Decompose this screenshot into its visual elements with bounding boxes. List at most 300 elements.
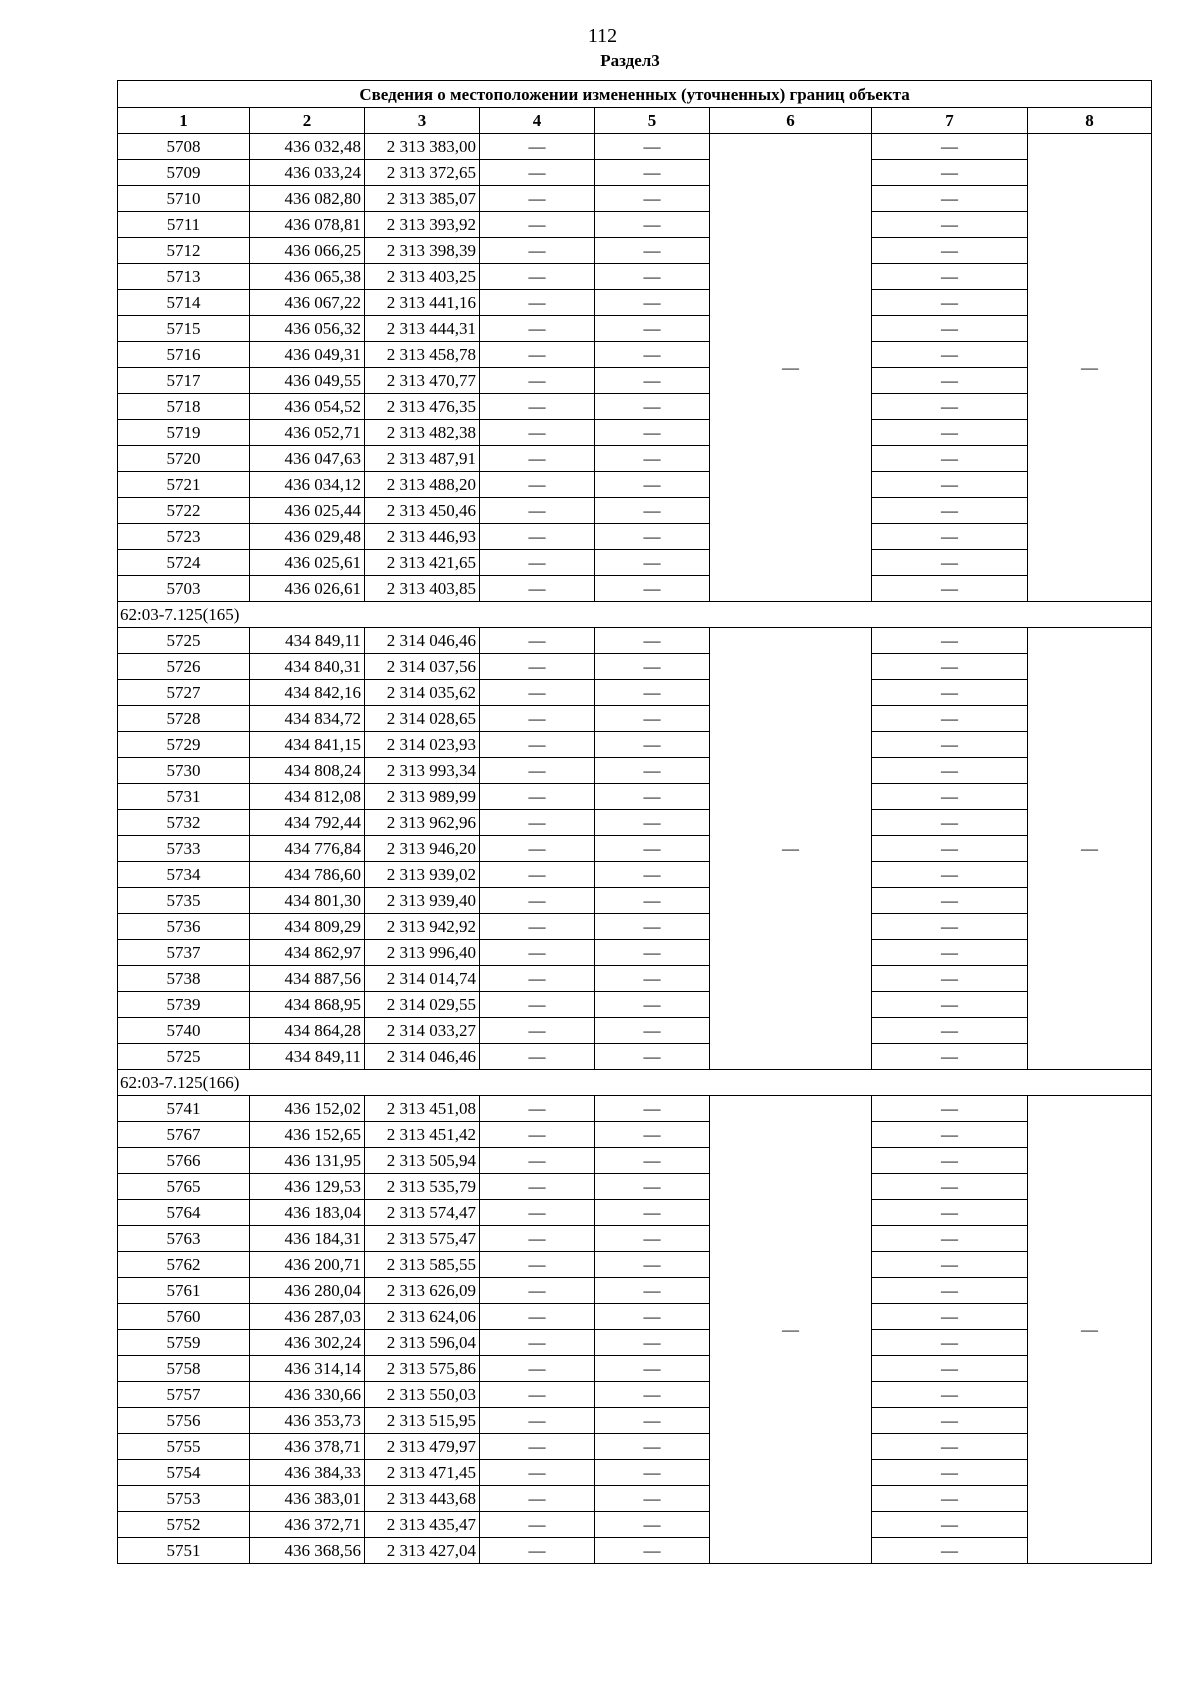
column-5-cell: — — [595, 1304, 710, 1330]
column-5-cell: — — [595, 810, 710, 836]
y-coordinate-cell: 2 313 372,65 — [365, 160, 480, 186]
column-7-cell: — — [872, 1096, 1028, 1122]
point-number-cell: 5731 — [118, 784, 250, 810]
point-number-cell: 5739 — [118, 992, 250, 1018]
column-4-cell: — — [480, 940, 595, 966]
column-4-cell: — — [480, 264, 595, 290]
y-coordinate-cell: 2 313 596,04 — [365, 1330, 480, 1356]
column-4-cell: — — [480, 1122, 595, 1148]
column-header: 6 — [710, 108, 872, 134]
column-7-cell: — — [872, 1434, 1028, 1460]
point-number-cell: 5766 — [118, 1148, 250, 1174]
column-7-cell: — — [872, 706, 1028, 732]
table-row — [118, 1382, 1152, 1408]
point-number-cell: 5716 — [118, 342, 250, 368]
y-coordinate-cell: 2 313 451,42 — [365, 1122, 480, 1148]
table-row — [118, 1044, 1152, 1070]
x-coordinate-cell: 436 200,71 — [250, 1252, 365, 1278]
group-row — [118, 602, 1152, 628]
point-number-cell: 5761 — [118, 1278, 250, 1304]
column-7-cell: — — [872, 992, 1028, 1018]
column-4-cell: — — [480, 1148, 595, 1174]
column-7-cell: — — [872, 940, 1028, 966]
y-coordinate-cell: 2 313 471,45 — [365, 1460, 480, 1486]
x-coordinate-cell: 436 056,32 — [250, 316, 365, 342]
column-5-cell: — — [595, 550, 710, 576]
column-6-merged-cell: — — [710, 134, 872, 602]
column-5-cell: — — [595, 264, 710, 290]
x-coordinate-cell: 434 868,95 — [250, 992, 365, 1018]
column-4-cell: — — [480, 706, 595, 732]
table-row — [118, 992, 1152, 1018]
column-7-cell: — — [872, 446, 1028, 472]
y-coordinate-cell: 2 313 550,03 — [365, 1382, 480, 1408]
column-5-cell: — — [595, 706, 710, 732]
column-7-cell: — — [872, 862, 1028, 888]
point-number-cell: 5725 — [118, 1044, 250, 1070]
column-7-cell: — — [872, 1018, 1028, 1044]
table-row — [118, 134, 1152, 160]
column-7-cell: — — [872, 576, 1028, 602]
column-5-cell: — — [595, 576, 710, 602]
table-row — [118, 1330, 1152, 1356]
column-7-cell: — — [872, 160, 1028, 186]
column-header: 4 — [480, 108, 595, 134]
table-body — [118, 81, 1152, 1564]
x-coordinate-cell: 436 302,24 — [250, 1330, 365, 1356]
point-number-cell: 5765 — [118, 1174, 250, 1200]
column-header-row — [118, 108, 1152, 134]
column-7-cell: — — [872, 524, 1028, 550]
x-coordinate-cell: 436 032,48 — [250, 134, 365, 160]
y-coordinate-cell: 2 313 585,55 — [365, 1252, 480, 1278]
table-row — [118, 1252, 1152, 1278]
column-5-cell: — — [595, 1148, 710, 1174]
table-row — [118, 1356, 1152, 1382]
x-coordinate-cell: 436 029,48 — [250, 524, 365, 550]
y-coordinate-cell: 2 313 624,06 — [365, 1304, 480, 1330]
table-row — [118, 732, 1152, 758]
table-row — [118, 264, 1152, 290]
column-5-cell: — — [595, 1486, 710, 1512]
table-row — [118, 862, 1152, 888]
column-4-cell: — — [480, 446, 595, 472]
column-7-cell: — — [872, 784, 1028, 810]
point-number-cell: 5723 — [118, 524, 250, 550]
column-5-cell: — — [595, 1252, 710, 1278]
point-number-cell: 5713 — [118, 264, 250, 290]
column-4-cell: — — [480, 1018, 595, 1044]
column-5-cell: — — [595, 992, 710, 1018]
column-4-cell: — — [480, 1486, 595, 1512]
y-coordinate-cell: 2 313 393,92 — [365, 212, 480, 238]
column-5-cell: — — [595, 1460, 710, 1486]
point-number-cell: 5720 — [118, 446, 250, 472]
table-caption: Сведения о местоположении измененных (уточненных) границ объекта — [118, 81, 1152, 108]
table-row — [118, 368, 1152, 394]
column-4-cell: — — [480, 732, 595, 758]
table-row — [118, 342, 1152, 368]
point-number-cell: 5737 — [118, 940, 250, 966]
column-header: 3 — [365, 108, 480, 134]
column-5-cell: — — [595, 420, 710, 446]
column-7-cell: — — [872, 1252, 1028, 1278]
point-number-cell: 5763 — [118, 1226, 250, 1252]
column-4-cell: — — [480, 160, 595, 186]
column-7-cell: — — [872, 134, 1028, 160]
point-number-cell: 5757 — [118, 1382, 250, 1408]
table-row — [118, 1278, 1152, 1304]
y-coordinate-cell: 2 314 014,74 — [365, 966, 480, 992]
table-row — [118, 966, 1152, 992]
column-7-cell: — — [872, 316, 1028, 342]
point-number-cell: 5729 — [118, 732, 250, 758]
column-header: 5 — [595, 108, 710, 134]
column-5-cell: — — [595, 134, 710, 160]
point-number-cell: 5721 — [118, 472, 250, 498]
column-4-cell: — — [480, 1174, 595, 1200]
column-5-cell: — — [595, 1382, 710, 1408]
table-row — [118, 1460, 1152, 1486]
table-row — [118, 1538, 1152, 1564]
point-number-cell: 5712 — [118, 238, 250, 264]
column-7-cell: — — [872, 186, 1028, 212]
x-coordinate-cell: 434 842,16 — [250, 680, 365, 706]
column-4-cell: — — [480, 316, 595, 342]
column-4-cell: — — [480, 1200, 595, 1226]
table-row — [118, 1304, 1152, 1330]
point-number-cell: 5715 — [118, 316, 250, 342]
column-5-cell: — — [595, 914, 710, 940]
column-4-cell: — — [480, 1226, 595, 1252]
column-5-cell: — — [595, 524, 710, 550]
y-coordinate-cell: 2 313 574,47 — [365, 1200, 480, 1226]
column-5-cell: — — [595, 394, 710, 420]
column-8-merged-cell: — — [1028, 1096, 1152, 1564]
x-coordinate-cell: 436 025,61 — [250, 550, 365, 576]
y-coordinate-cell: 2 314 046,46 — [365, 1044, 480, 1070]
x-coordinate-cell: 436 066,25 — [250, 238, 365, 264]
x-coordinate-cell: 434 808,24 — [250, 758, 365, 784]
column-7-cell: — — [872, 394, 1028, 420]
table-row — [118, 1018, 1152, 1044]
point-number-cell: 5735 — [118, 888, 250, 914]
point-number-cell: 5732 — [118, 810, 250, 836]
x-coordinate-cell: 436 034,12 — [250, 472, 365, 498]
column-5-cell: — — [595, 966, 710, 992]
x-coordinate-cell: 436 383,01 — [250, 1486, 365, 1512]
table-row — [118, 1226, 1152, 1252]
column-4-cell: — — [480, 498, 595, 524]
column-5-cell: — — [595, 446, 710, 472]
table-row — [118, 394, 1152, 420]
column-5-cell: — — [595, 1096, 710, 1122]
column-7-cell: — — [872, 1148, 1028, 1174]
column-7-cell: — — [872, 888, 1028, 914]
x-coordinate-cell: 436 049,55 — [250, 368, 365, 394]
x-coordinate-cell: 434 862,97 — [250, 940, 365, 966]
point-number-cell: 5703 — [118, 576, 250, 602]
x-coordinate-cell: 436 131,95 — [250, 1148, 365, 1174]
y-coordinate-cell: 2 313 441,16 — [365, 290, 480, 316]
table-row — [118, 550, 1152, 576]
column-4-cell: — — [480, 1408, 595, 1434]
column-5-cell: — — [595, 498, 710, 524]
column-4-cell: — — [480, 238, 595, 264]
table-row — [118, 238, 1152, 264]
y-coordinate-cell: 2 313 482,38 — [365, 420, 480, 446]
column-5-cell: — — [595, 862, 710, 888]
column-4-cell: — — [480, 1512, 595, 1538]
x-coordinate-cell: 436 152,02 — [250, 1096, 365, 1122]
point-number-cell: 5756 — [118, 1408, 250, 1434]
x-coordinate-cell: 434 864,28 — [250, 1018, 365, 1044]
column-4-cell: — — [480, 1538, 595, 1564]
group-label: 62:03-7.125(165) — [118, 602, 1152, 628]
point-number-cell: 5717 — [118, 368, 250, 394]
column-7-cell: — — [872, 914, 1028, 940]
column-5-cell: — — [595, 784, 710, 810]
y-coordinate-cell: 2 313 626,09 — [365, 1278, 480, 1304]
column-5-cell: — — [595, 1018, 710, 1044]
x-coordinate-cell: 436 184,31 — [250, 1226, 365, 1252]
point-number-cell: 5730 — [118, 758, 250, 784]
point-number-cell: 5754 — [118, 1460, 250, 1486]
table-row — [118, 628, 1152, 654]
column-7-cell: — — [872, 290, 1028, 316]
point-number-cell: 5728 — [118, 706, 250, 732]
table-row — [118, 446, 1152, 472]
column-4-cell: — — [480, 212, 595, 238]
column-7-cell: — — [872, 498, 1028, 524]
table-row — [118, 836, 1152, 862]
column-5-cell: — — [595, 654, 710, 680]
column-7-cell: — — [872, 368, 1028, 394]
y-coordinate-cell: 2 313 451,08 — [365, 1096, 480, 1122]
column-7-cell: — — [872, 1356, 1028, 1382]
table-row — [118, 212, 1152, 238]
column-4-cell: — — [480, 550, 595, 576]
point-number-cell: 5719 — [118, 420, 250, 446]
x-coordinate-cell: 436 078,81 — [250, 212, 365, 238]
table-row — [118, 186, 1152, 212]
x-coordinate-cell: 436 049,31 — [250, 342, 365, 368]
x-coordinate-cell: 434 812,08 — [250, 784, 365, 810]
column-5-cell: — — [595, 1200, 710, 1226]
column-4-cell: — — [480, 784, 595, 810]
y-coordinate-cell: 2 314 023,93 — [365, 732, 480, 758]
column-5-cell: — — [595, 940, 710, 966]
x-coordinate-cell: 434 792,44 — [250, 810, 365, 836]
y-coordinate-cell: 2 313 939,40 — [365, 888, 480, 914]
column-7-cell: — — [872, 212, 1028, 238]
column-7-cell: — — [872, 238, 1028, 264]
column-4-cell: — — [480, 420, 595, 446]
point-number-cell: 5734 — [118, 862, 250, 888]
column-7-cell: — — [872, 1304, 1028, 1330]
x-coordinate-cell: 436 330,66 — [250, 1382, 365, 1408]
y-coordinate-cell: 2 313 458,78 — [365, 342, 480, 368]
point-number-cell: 5725 — [118, 628, 250, 654]
point-number-cell: 5751 — [118, 1538, 250, 1564]
column-5-cell: — — [595, 160, 710, 186]
column-4-cell: — — [480, 628, 595, 654]
table-row — [118, 420, 1152, 446]
column-5-cell: — — [595, 732, 710, 758]
column-4-cell: — — [480, 654, 595, 680]
column-5-cell: — — [595, 1044, 710, 1070]
column-5-cell: — — [595, 628, 710, 654]
column-4-cell: — — [480, 914, 595, 940]
column-header: 1 — [118, 108, 250, 134]
column-4-cell: — — [480, 758, 595, 784]
point-number-cell: 5760 — [118, 1304, 250, 1330]
x-coordinate-cell: 436 129,53 — [250, 1174, 365, 1200]
column-4-cell: — — [480, 394, 595, 420]
x-coordinate-cell: 434 841,15 — [250, 732, 365, 758]
x-coordinate-cell: 434 834,72 — [250, 706, 365, 732]
y-coordinate-cell: 2 313 403,85 — [365, 576, 480, 602]
column-4-cell: — — [480, 992, 595, 1018]
point-number-cell: 5758 — [118, 1356, 250, 1382]
y-coordinate-cell: 2 314 037,56 — [365, 654, 480, 680]
x-coordinate-cell: 436 033,24 — [250, 160, 365, 186]
x-coordinate-cell: 434 887,56 — [250, 966, 365, 992]
column-5-cell: — — [595, 186, 710, 212]
x-coordinate-cell: 436 065,38 — [250, 264, 365, 290]
column-7-cell: — — [872, 264, 1028, 290]
x-coordinate-cell: 434 840,31 — [250, 654, 365, 680]
column-5-cell: — — [595, 1226, 710, 1252]
point-number-cell: 5726 — [118, 654, 250, 680]
x-coordinate-cell: 436 280,04 — [250, 1278, 365, 1304]
y-coordinate-cell: 2 313 476,35 — [365, 394, 480, 420]
column-7-cell: — — [872, 1200, 1028, 1226]
y-coordinate-cell: 2 313 575,47 — [365, 1226, 480, 1252]
column-4-cell: — — [480, 1434, 595, 1460]
column-5-cell: — — [595, 1434, 710, 1460]
y-coordinate-cell: 2 314 029,55 — [365, 992, 480, 1018]
y-coordinate-cell: 2 313 470,77 — [365, 368, 480, 394]
y-coordinate-cell: 2 313 383,00 — [365, 134, 480, 160]
x-coordinate-cell: 434 776,84 — [250, 836, 365, 862]
table-row — [118, 1148, 1152, 1174]
column-4-cell: — — [480, 134, 595, 160]
point-number-cell: 5718 — [118, 394, 250, 420]
point-number-cell: 5714 — [118, 290, 250, 316]
y-coordinate-cell: 2 313 575,86 — [365, 1356, 480, 1382]
column-5-cell: — — [595, 1512, 710, 1538]
column-5-cell: — — [595, 342, 710, 368]
y-coordinate-cell: 2 313 398,39 — [365, 238, 480, 264]
y-coordinate-cell: 2 313 993,34 — [365, 758, 480, 784]
column-7-cell: — — [872, 472, 1028, 498]
column-5-cell: — — [595, 1278, 710, 1304]
y-coordinate-cell: 2 313 942,92 — [365, 914, 480, 940]
y-coordinate-cell: 2 313 385,07 — [365, 186, 480, 212]
column-4-cell: — — [480, 186, 595, 212]
table-row — [118, 576, 1152, 602]
column-5-cell: — — [595, 238, 710, 264]
table-row — [118, 1122, 1152, 1148]
column-7-cell: — — [872, 420, 1028, 446]
table-row — [118, 654, 1152, 680]
column-7-cell: — — [872, 550, 1028, 576]
y-coordinate-cell: 2 313 946,20 — [365, 836, 480, 862]
column-4-cell: — — [480, 1304, 595, 1330]
x-coordinate-cell: 436 054,52 — [250, 394, 365, 420]
column-8-merged-cell: — — [1028, 628, 1152, 1070]
y-coordinate-cell: 2 313 444,31 — [365, 316, 480, 342]
y-coordinate-cell: 2 313 427,04 — [365, 1538, 480, 1564]
x-coordinate-cell: 436 025,44 — [250, 498, 365, 524]
x-coordinate-cell: 436 047,63 — [250, 446, 365, 472]
table-row — [118, 1512, 1152, 1538]
table-row — [118, 914, 1152, 940]
y-coordinate-cell: 2 313 443,68 — [365, 1486, 480, 1512]
table-row — [118, 1174, 1152, 1200]
point-number-cell: 5759 — [118, 1330, 250, 1356]
column-7-cell: — — [872, 758, 1028, 784]
column-7-cell: — — [872, 628, 1028, 654]
column-4-cell: — — [480, 680, 595, 706]
point-number-cell: 5753 — [118, 1486, 250, 1512]
x-coordinate-cell: 434 809,29 — [250, 914, 365, 940]
table-row — [118, 706, 1152, 732]
x-coordinate-cell: 436 314,14 — [250, 1356, 365, 1382]
point-number-cell: 5738 — [118, 966, 250, 992]
x-coordinate-cell: 434 849,11 — [250, 628, 365, 654]
x-coordinate-cell: 436 082,80 — [250, 186, 365, 212]
column-7-cell: — — [872, 1512, 1028, 1538]
y-coordinate-cell: 2 313 535,79 — [365, 1174, 480, 1200]
x-coordinate-cell: 436 378,71 — [250, 1434, 365, 1460]
x-coordinate-cell: 436 152,65 — [250, 1122, 365, 1148]
column-7-cell: — — [872, 1330, 1028, 1356]
table-row — [118, 1434, 1152, 1460]
table-row — [118, 1408, 1152, 1434]
point-number-cell: 5741 — [118, 1096, 250, 1122]
column-5-cell: — — [595, 472, 710, 498]
column-5-cell: — — [595, 316, 710, 342]
table-row — [118, 1486, 1152, 1512]
x-coordinate-cell: 436 368,56 — [250, 1538, 365, 1564]
table-row — [118, 888, 1152, 914]
column-7-cell: — — [872, 1044, 1028, 1070]
x-coordinate-cell: 436 026,61 — [250, 576, 365, 602]
table-row — [118, 290, 1152, 316]
boundary-coordinates-table — [117, 80, 1152, 1564]
point-number-cell: 5710 — [118, 186, 250, 212]
section-title: Раздел3 — [600, 51, 660, 70]
column-6-merged-cell: — — [710, 1096, 872, 1564]
table-row — [118, 160, 1152, 186]
y-coordinate-cell: 2 314 033,27 — [365, 1018, 480, 1044]
column-7-cell: — — [872, 1122, 1028, 1148]
column-5-cell: — — [595, 212, 710, 238]
y-coordinate-cell: 2 313 435,47 — [365, 1512, 480, 1538]
column-5-cell: — — [595, 888, 710, 914]
column-7-cell: — — [872, 1174, 1028, 1200]
point-number-cell: 5709 — [118, 160, 250, 186]
column-4-cell: — — [480, 888, 595, 914]
y-coordinate-cell: 2 314 028,65 — [365, 706, 480, 732]
y-coordinate-cell: 2 313 939,02 — [365, 862, 480, 888]
column-header: 8 — [1028, 108, 1152, 134]
point-number-cell: 5762 — [118, 1252, 250, 1278]
x-coordinate-cell: 436 052,71 — [250, 420, 365, 446]
column-4-cell: — — [480, 1382, 595, 1408]
